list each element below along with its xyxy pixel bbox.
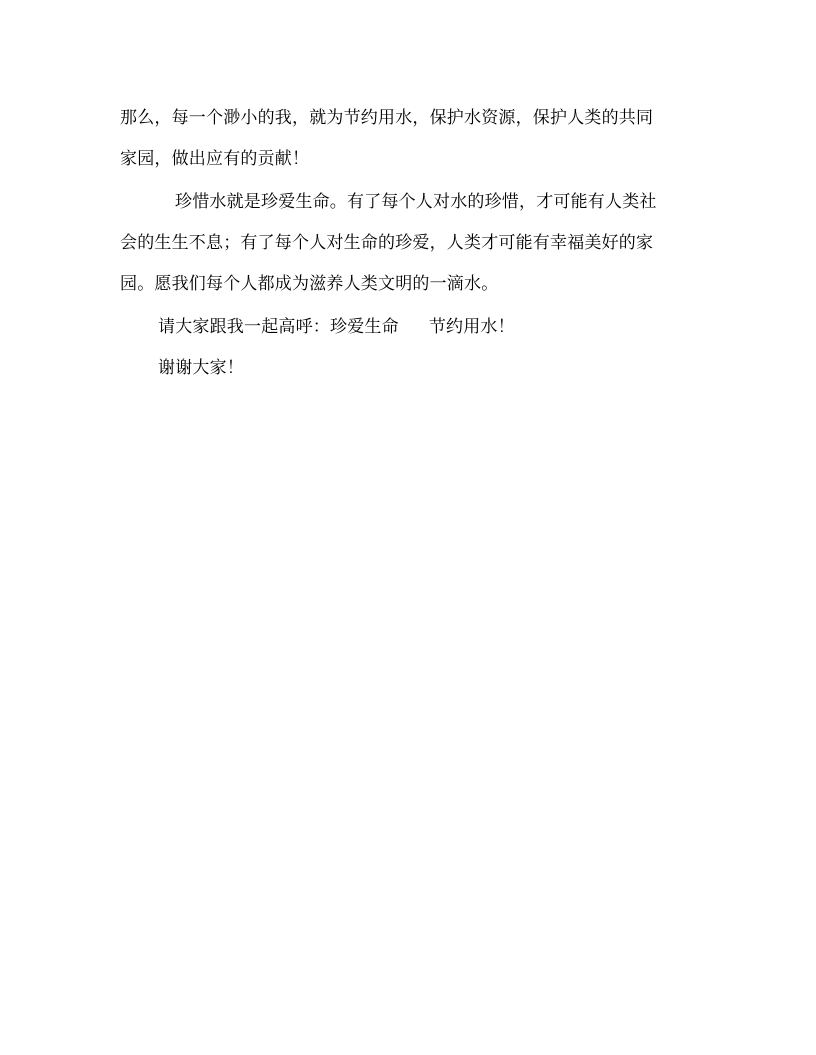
call-slogan-part-2: 节约用水！ [428, 317, 515, 337]
paragraph-2-line-1: 珍惜水就是珍爱生命。有了每个人对水的珍惜，才可能有人类社 [175, 192, 657, 212]
paragraph-2-line-2: 会的生生不息；有了每个人对生命的珍爱，人类才可能有幸福美好的家 [120, 233, 654, 253]
thanks-line: 谢谢大家！ [158, 358, 244, 378]
call-slogan-line [158, 316, 515, 338]
paragraph-2-line-3: 园。愿我们每个人都成为滋养人类文明的一滴水。 [120, 274, 499, 294]
paragraph-1-line-1: 那么，每一个渺小的我，就为节约用水，保护水资源，保护人类的共同 [120, 108, 654, 128]
call-slogan-part-1: 请大家跟我一起高呼：珍爱生命 [158, 317, 399, 337]
paragraph-1-line-2: 家园，做出应有的贡献！ [120, 149, 310, 169]
